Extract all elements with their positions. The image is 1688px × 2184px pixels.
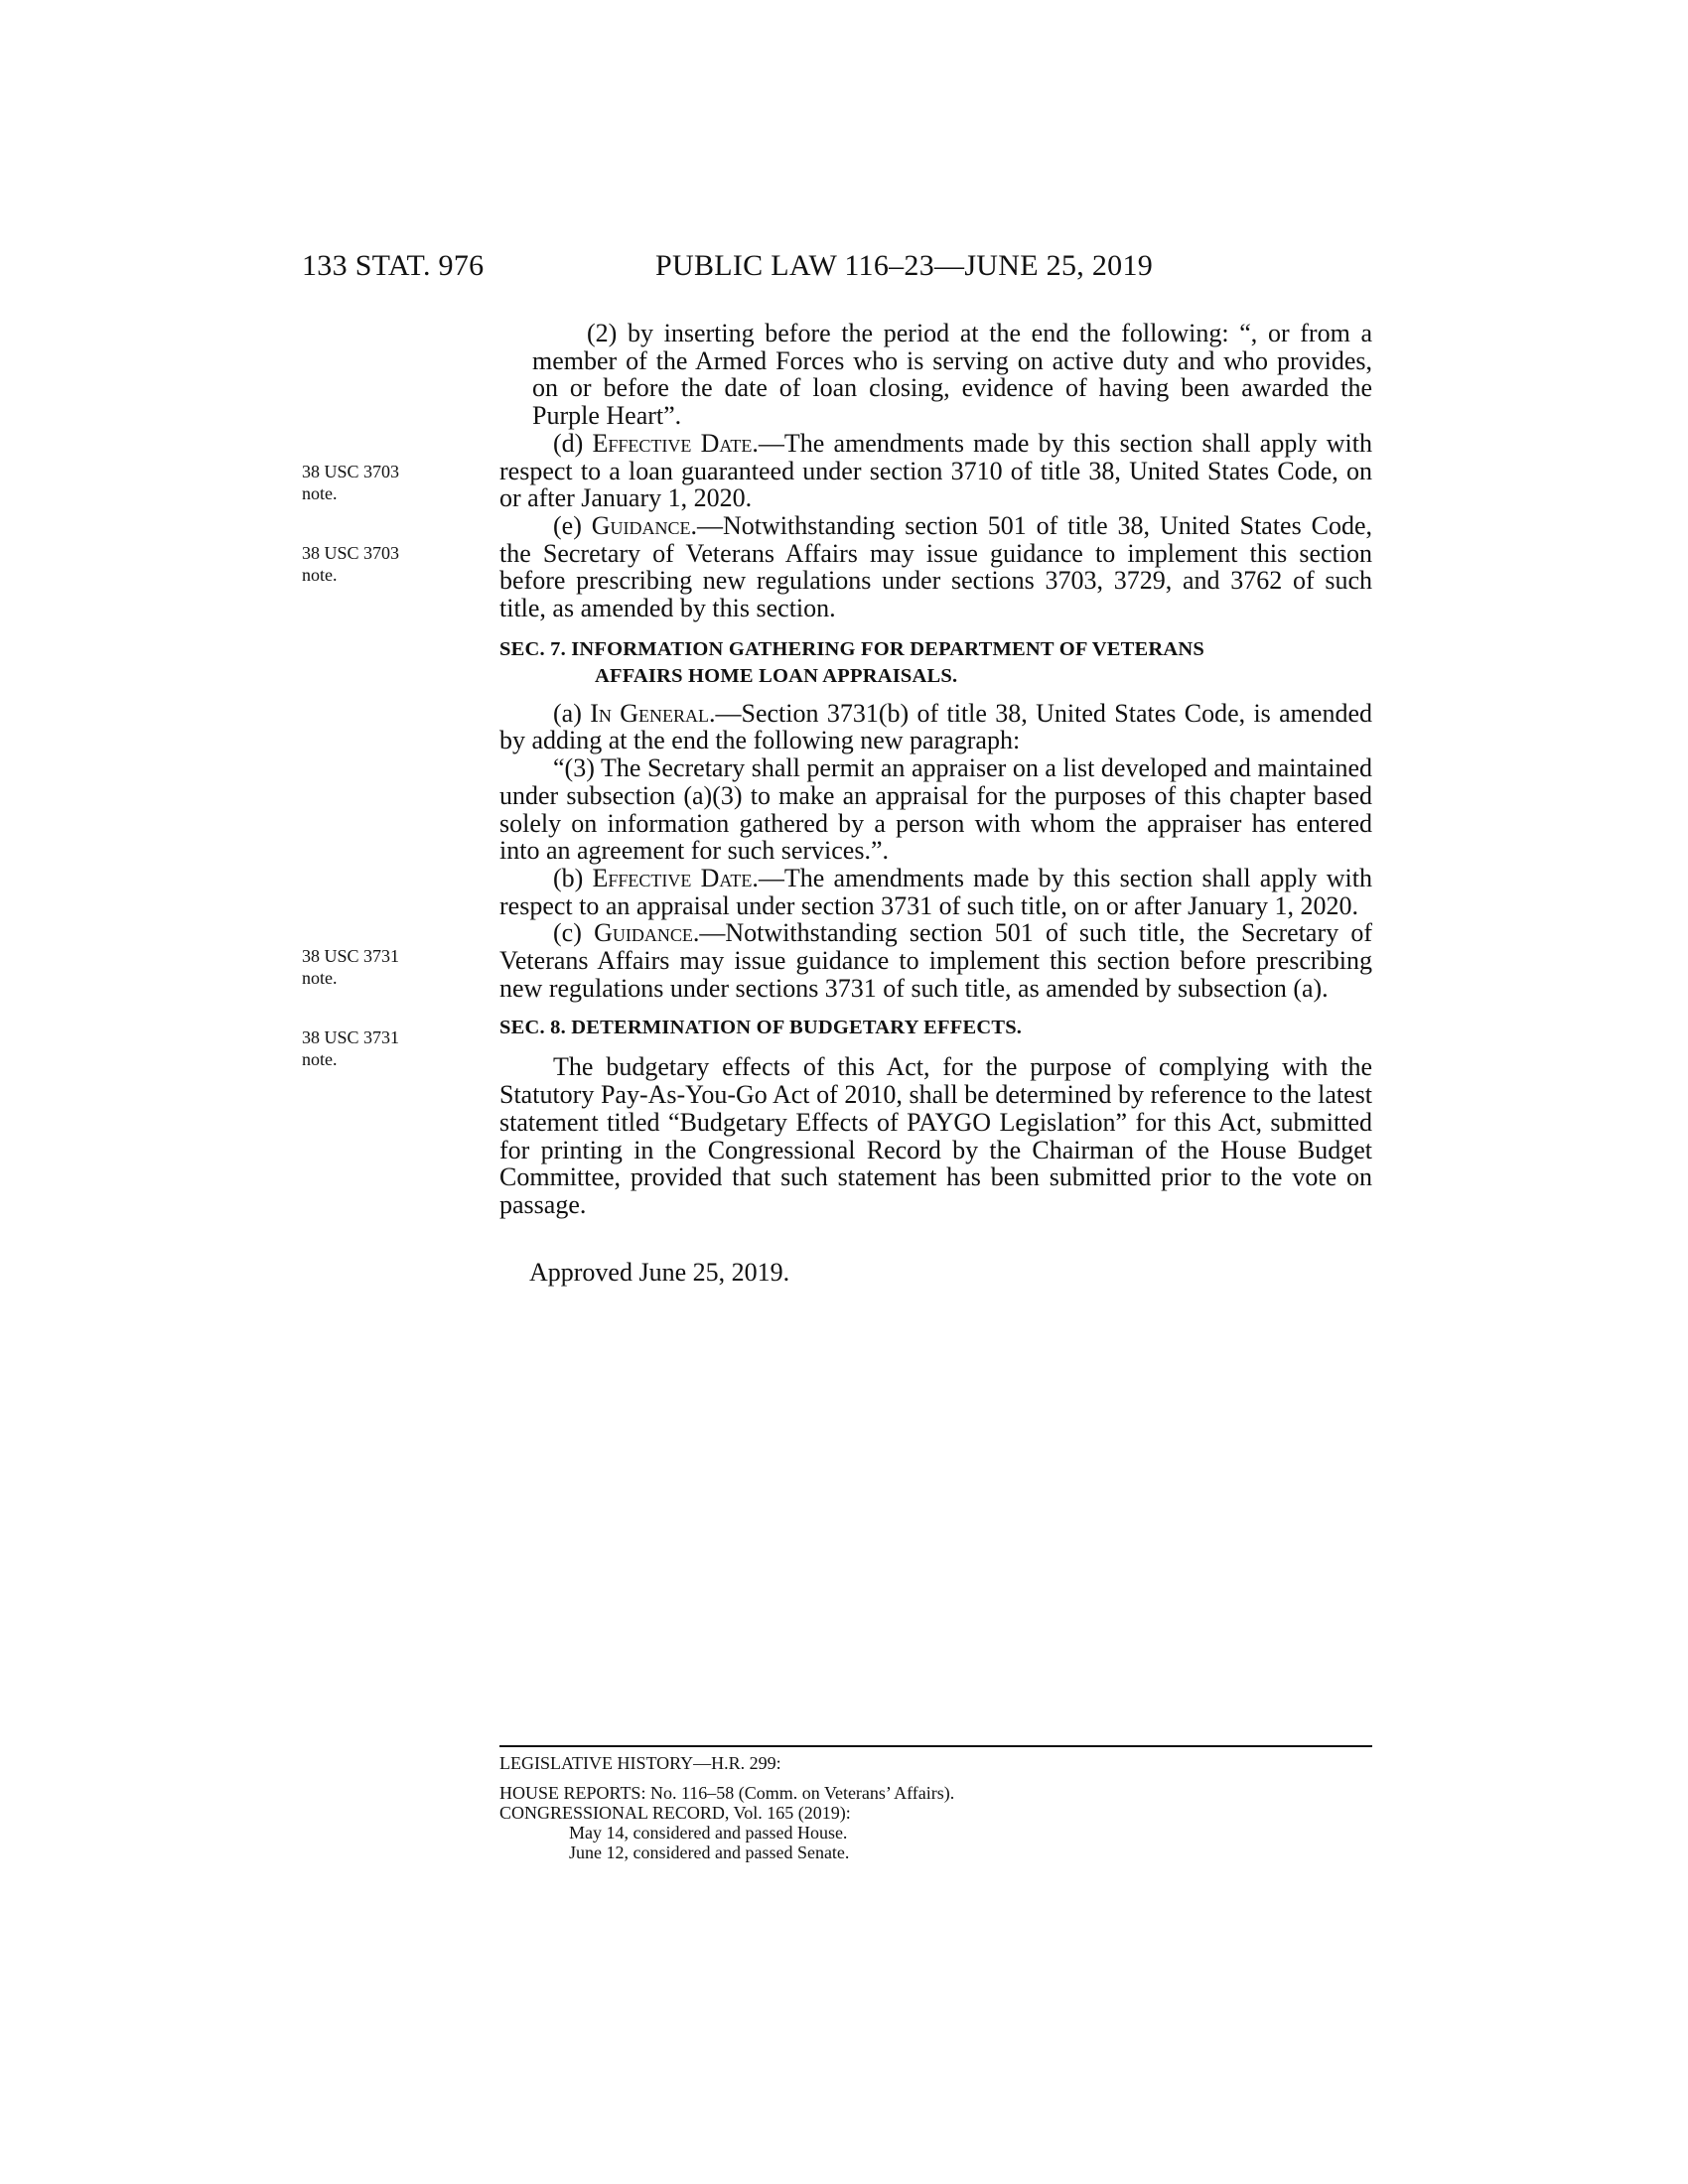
legislative-history-rule [499, 1745, 1372, 1747]
subsection-label: (a) [553, 698, 591, 728]
section-7-heading [499, 636, 1372, 690]
paragraph-in-general-a [499, 700, 1372, 754]
margin-note-citation: 38 USC 3731 [302, 1027, 400, 1047]
margin-note-citation: 38 USC 3731 [302, 946, 400, 966]
subsection-heading: In General [590, 698, 709, 728]
margin-note-label: note. [302, 565, 338, 585]
record-event: May 14, considered and passed House. [569, 1823, 848, 1843]
paragraph-guidance-e [499, 512, 1372, 622]
house-reports: HOUSE REPORTS: No. 116–58 (Comm. on Veterans’ Affairs). [499, 1783, 955, 1803]
paragraph-item-2: (2) by inserting before the period at the end the following: “, or from a member of the Armed Forces who is serving on active duty and who provides, on or before the date of loan closing, evidence of having been awarded the Purple Heart”. [532, 319, 1372, 431]
record-event: June 12, considered and passed Senate. [569, 1843, 850, 1862]
subsection-label: (d) [553, 428, 593, 458]
subsection-label: (c) [553, 918, 595, 948]
paragraph-budgetary-effects: The budgetary effects of this Act, for the purpose of complying with the Statutory Pay-As-You-Go Act of 2010, shall be determined by reference to the latest statement titled “Budgetary Effects of PAYGO Legislation” for this Act, submitted for printing in the Congressional Record by the Chairman of the House Budget Committee, provided that such statement has been submitted prior to the vote on passage. [499, 1052, 1372, 1219]
subsection-heading: Guidance [594, 918, 693, 948]
subsection-label: (b) [553, 863, 593, 892]
stat-page-number: 133 STAT. 976 [302, 249, 485, 282]
margin-note [302, 461, 461, 504]
subsection-text: .—The amendments made by this section shall apply with respect to an appraisal under section 3731 of such title, on or after January 1, 2020. [499, 863, 1372, 920]
subsection-text: .—Section 3731(b) of title 38, United States Code, is amended by adding at the end the following new paragraph: [499, 698, 1372, 755]
subsection-text: .—Notwithstanding section 501 of title 38, United States Code, the Secretary of Veterans Affairs may issue guidance to implement this section before prescribing new regulations under sections 3703, 3729, and 3762 of such title, as amended by this section. [499, 510, 1372, 623]
margin-note-label: note. [302, 968, 338, 988]
subsection-heading: Effective Date [592, 428, 753, 458]
law-title: PUBLIC LAW 116–23—JUNE 25, 2019 [655, 249, 1154, 282]
subsection-heading: Effective Date [592, 863, 753, 892]
legislative-history-title: LEGISLATIVE HISTORY—H.R. 299: [499, 1753, 781, 1773]
subsection-heading: Guidance [591, 510, 691, 540]
margin-note-label: note. [302, 1049, 338, 1069]
margin-note [302, 945, 461, 989]
subsection-text: .—The amendments made by this section shall apply with respect to a loan guaranteed under section 3710 of title 38, United States Code, on or after January 1, 2020. [499, 428, 1372, 513]
section-7-heading-line1: SEC. 7. INFORMATION GATHERING FOR DEPARTMENT OF VETERANS [499, 637, 1205, 660]
congressional-record: CONGRESSIONAL RECORD, Vol. 165 (2019): [499, 1803, 851, 1823]
subsection-label: (e) [553, 510, 592, 540]
paragraph-guidance-c [499, 919, 1372, 1002]
main-text-column [499, 320, 1372, 1286]
legislative-history [499, 1745, 1372, 1862]
margin-note [302, 1026, 461, 1070]
margin-note-label: note. [302, 483, 338, 503]
paragraph-effective-date-d [499, 430, 1372, 512]
paragraph-effective-date-b [499, 865, 1372, 919]
approval-date: Approved June 25, 2019. [529, 1257, 790, 1287]
paragraph-new-paragraph-3: “(3) The Secretary shall permit an appraiser on a list developed and maintained under subsection (a)(3) to make an appraisal for the purposes of this chapter based solely on information gathered by a person with whom the appraiser has entered into an agreement for such services.”. [499, 753, 1372, 866]
margin-note-citation: 38 USC 3703 [302, 462, 400, 481]
margin-note [302, 542, 461, 586]
subsection-text: .—Notwithstanding section 501 of such title, the Secretary of Veterans Affairs may issue guidance to implement this section before prescribing new regulations under sections 3731 of such title, as amended by subsection (a). [499, 918, 1373, 1003]
section-8-heading: SEC. 8. DETERMINATION OF BUDGETARY EFFECTS. [499, 1017, 1023, 1039]
margin-note-citation: 38 USC 3703 [302, 543, 400, 563]
section-7-heading-line2: AFFAIRS HOME LOAN APPRAISALS. [595, 664, 958, 687]
